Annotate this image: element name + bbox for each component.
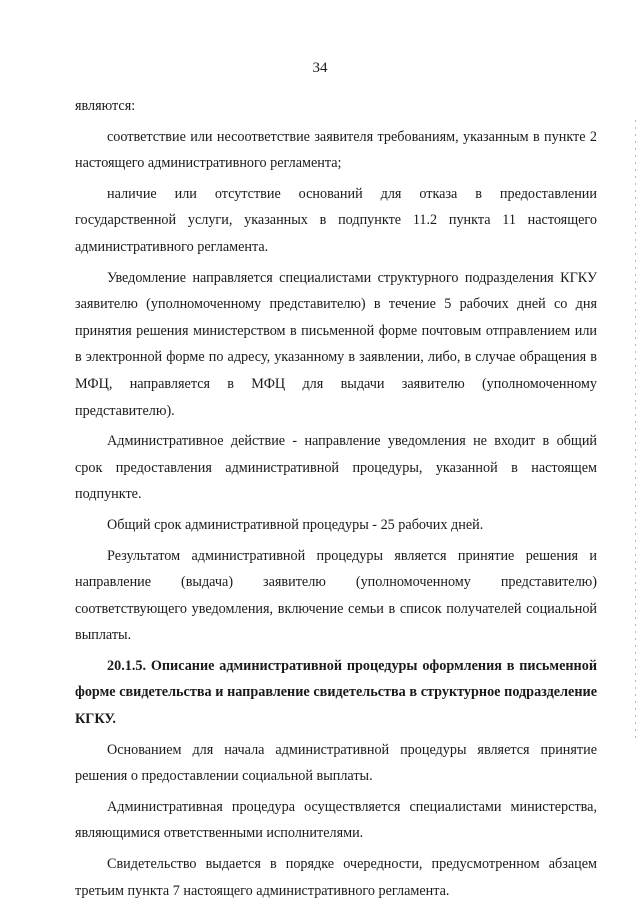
section-heading: 20.1.5. Описание административной процедуры оформления в письменной форме свидетельства и направление свидетельства в структурное подразделение КГКУ. [75, 657, 597, 728]
paragraph: являются: [75, 98, 136, 114]
paragraph: Основанием для начала административной процедуры является принятие решения о предоставлении социальной выплаты. [75, 741, 597, 785]
paragraph: Административное действие - направление уведомления не входит в общий срок предоставления административной процедуры, указанной в настоящем подпункте. [75, 433, 597, 503]
paragraph: Административная процедура осуществляется специалистами министерства, являющимися ответственными исполнителями. [75, 798, 597, 842]
document-body [75, 93, 597, 908]
page-number: 34 [312, 60, 328, 76]
paragraph: Свидетельство выдается в порядке очередности, предусмотренном абзацем третьим пункта 7 настоящего административного регламента. [75, 856, 597, 899]
paragraph: Уведомление направляется специалистами структурного подразделения КГКУ заявителю (уполномоченному представителю) в течение 5 рабочих дней со дня принятия решения министерством в письменной форме почтовым отправлением или в электронной форме по адресу, указанному в заявлении, либо, в случае обращения в МФЦ, направляется в МФЦ для выдачи заявителю (уполномоченному представителю). [75, 269, 597, 419]
paragraph: Результатом административной процедуры является принятие решения и направление (выдача) заявителю (уполномоченному представителю) соответствующего уведомления, включение семьи в список получателей социальной выплаты. [75, 547, 597, 644]
paragraph: соответствие или несоответствие заявителя требованиям, указанным в пункте 2 настоящего административного регламента; [75, 128, 597, 172]
paragraph: наличие или отсутствие оснований для отказа в предоставлении государственной услуги, указанных в подпункте 11.2 пункта 11 настоящего административного регламента. [75, 185, 597, 255]
scan-edge-artifact [635, 120, 636, 740]
paragraph: Общий срок административной процедуры - 25 рабочих дней. [107, 516, 484, 533]
